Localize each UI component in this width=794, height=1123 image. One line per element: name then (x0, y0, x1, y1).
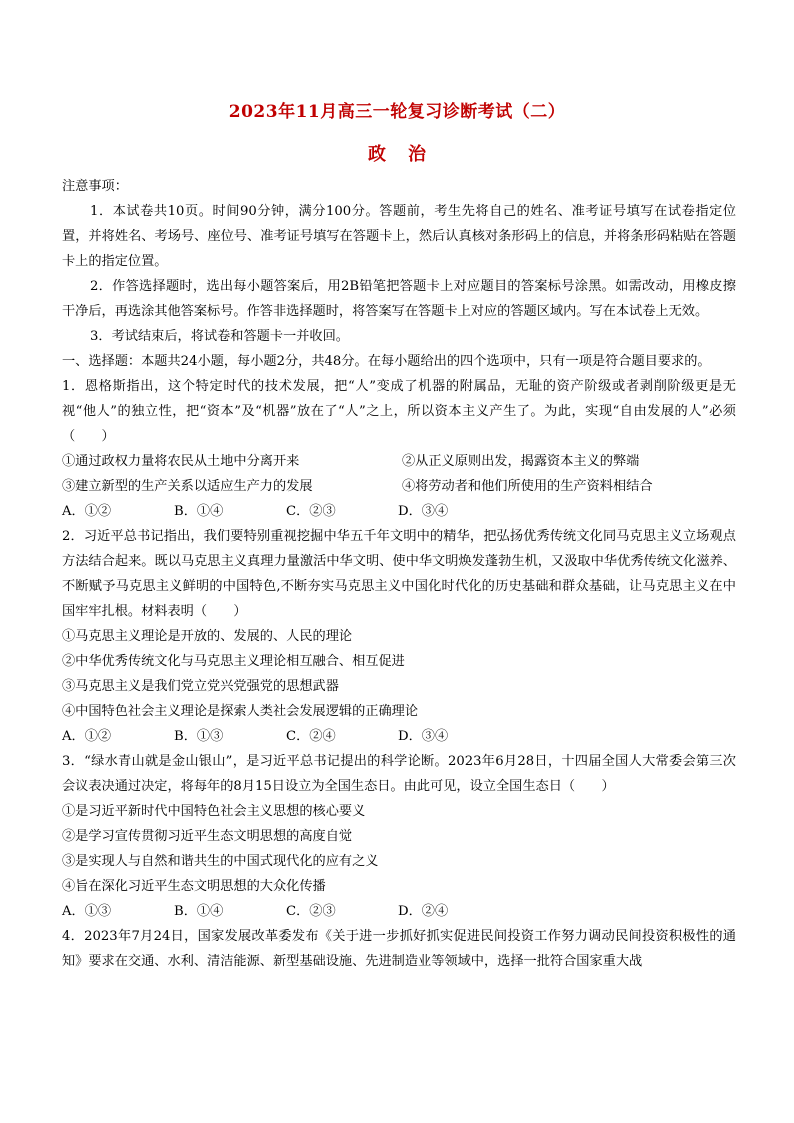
question-stem: 2．习近平总书记指出，我们要特别重视挖掘中华五千年文明中的精华，把弘扬优秀传统文化同马克思主义立场观点方法结合起来。既以马克思主义真理力量激活中华文明、使中华文明焕发蓬勃生机，又汲取中华优秀传统文化滋养、不断赋予马克思主义鲜明的中国特色,不断夯实马克思主义中国化时代化的历史基础和群众基础，让马克思主义在中国牢牢扎根。材料表明（ ） (62, 529, 736, 619)
option-item: ④旨在深化习近平生态文明思想的大众化传播 (62, 879, 326, 894)
notice-item: 1．本试卷共10页。时间90分钟，满分100分。答题前，考生先将自己的姓名、准考证号填写在试卷指定位置，并将姓名、考场号、座位号、准考证号填写在答题卡上，然后认真核对条形码上的信息，并将条形码粘贴在答题卡上的指定位置。 (62, 204, 736, 269)
option-item: ②中华优秀传统文化与马克思主义理论相互融合、相互促进 (62, 654, 405, 669)
choice-d: D．③④ (398, 504, 449, 519)
choice-c: C．②③ (286, 504, 336, 519)
answer-choices (62, 499, 736, 524)
choice-c: C．②③ (286, 904, 336, 919)
notice-item: 2．作答选择题时，选出每小题答案后，用2B铅笔把答题卡上对应题目的答案标号涂黑。如需改动，用橡皮擦干净后，再选涂其他答案标号。作答非选择题时，将答案写在答题卡上对应的答题区域内。写在本试卷上无效。 (62, 279, 736, 319)
option-item: ①通过政权力量将农民从土地中分离开来 (62, 454, 300, 469)
question-2 (62, 524, 736, 749)
option-item: ②从正义原则出发，揭露资本主义的弊端 (402, 454, 640, 469)
choice-b: B．①④ (174, 904, 224, 919)
choice-b: B．①③ (174, 729, 224, 744)
question-stem: 4．2023年7月24日，国家发展改革委发布《关于进一步抓好抓实促进民间投资工作努力调动民间投资积极性的通知》要求在交通、水利、清洁能源、新型基础设施、先进制造业等领域中，选择一批符合国家重大战 (62, 929, 736, 969)
question-4 (62, 924, 736, 974)
notice-heading: 注意事项： (62, 179, 128, 194)
subject-title: 政治 (368, 144, 448, 165)
exam-content (62, 174, 736, 974)
option-item: ③建立新型的生产关系以适应生产力的发展 (62, 479, 313, 494)
option-item: ③马克思主义是我们党立党兴党强党的思想武器 (62, 679, 339, 694)
question-1 (62, 374, 736, 524)
question-stem: 3．“绿水青山就是金山银山”，是习近平总书记提出的科学论断。2023年6月28日，十四届全国人大常委会第三次会议表决通过决定，将每年的8月15日设立为全国生态日。由此可见，设立全国生态日（ ） (62, 754, 736, 794)
option-row (62, 474, 736, 499)
option-item: ③是实现人与自然和谐共生的中国式现代化的应有之义 (62, 854, 379, 869)
option-row (62, 449, 736, 474)
question-3 (62, 749, 736, 924)
choice-a: A．①② (62, 729, 112, 744)
option-item: ④中国特色社会主义理论是探索人类社会发展逻辑的正确理论 (62, 704, 419, 719)
question-stem: 1．恩格斯指出，这个特定时代的技术发展，把“人”变成了机器的附属品，无耻的资产阶级或者剥削阶级更是无视“他人”的独立性，把“资本”及“机器”放在了“人”之上，所以资本主义产生了。为此，实现“自由发展的人”必须（ ） (62, 379, 736, 444)
option-item: ④将劳动者和他们所使用的生产资料相结合 (402, 479, 653, 494)
choice-a: A．①③ (62, 904, 112, 919)
option-item: ②是学习宣传贯彻习近平生态文明思想的高度自觉 (62, 829, 353, 844)
section-heading: 一、选择题：本题共24小题，每小题2分，共48分。在每小题给出的四个选项中，只有一项是符合题目要求的。 (62, 354, 711, 369)
choice-d: D．②④ (398, 904, 449, 919)
answer-choices (62, 724, 736, 749)
option-item: ①是习近平新时代中国特色社会主义思想的核心要义 (62, 804, 366, 819)
option-item: ①马克思主义理论是开放的、发展的、人民的理论 (62, 629, 353, 644)
answer-choices (62, 899, 736, 924)
choice-b: B．①④ (174, 504, 224, 519)
choice-c: C．②④ (286, 729, 336, 744)
notice-item: 3．考试结束后，将试卷和答题卡一并收回。 (90, 329, 349, 344)
choice-d: D．③④ (398, 729, 449, 744)
exam-title: 2023年11月高三一轮复习诊断考试（二） (228, 102, 566, 122)
choice-a: A．①② (62, 504, 112, 519)
